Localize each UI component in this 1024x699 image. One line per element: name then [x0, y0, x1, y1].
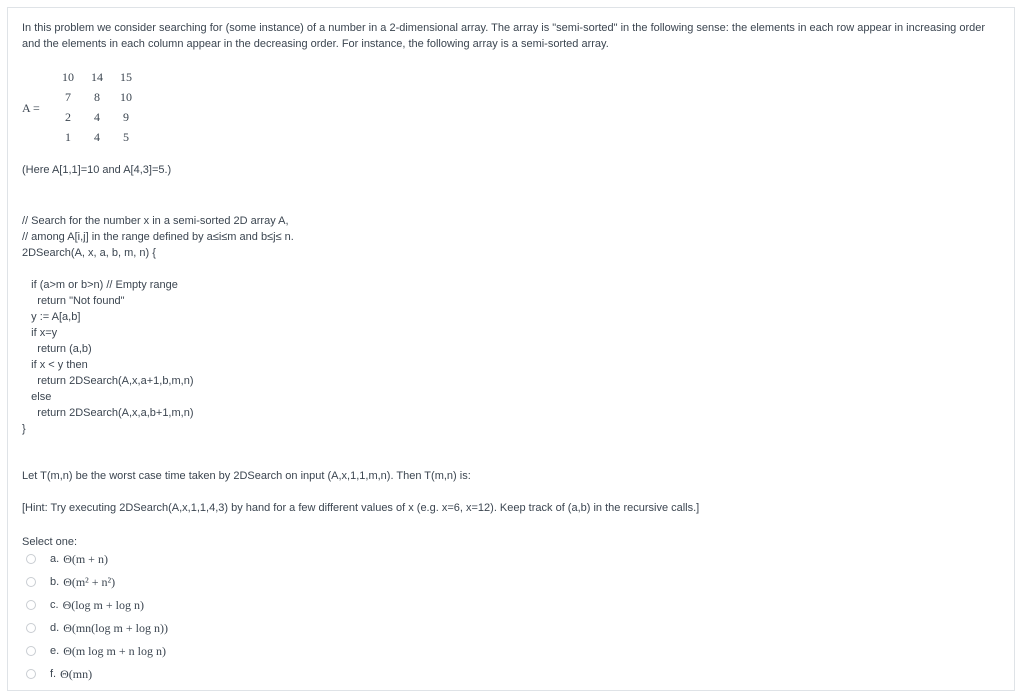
code-line: } [22, 423, 26, 435]
radio-button[interactable] [26, 669, 36, 679]
answer-option-a[interactable] [22, 550, 108, 568]
matrix-cell: 8 [94, 90, 100, 104]
code-line: return 2DSearch(A,x,a,b+1,m,n) [22, 407, 194, 419]
option-letter: c. [50, 599, 59, 611]
matrix-cell: 4 [94, 110, 100, 124]
matrix-cell: 14 [91, 70, 103, 84]
radio-button[interactable] [26, 646, 36, 656]
question-content [22, 20, 1002, 681]
answer-option-f[interactable] [22, 665, 92, 683]
matrix-cell: 9 [123, 110, 129, 124]
option-letter: b. [50, 576, 60, 588]
code-line: // among A[i,j] in the range defined by a≤i≤m and b≤j≤ n. [22, 231, 294, 243]
matrix-cell: 10 [62, 70, 74, 84]
matrix-cell: 10 [120, 90, 132, 104]
matrix-cell: 7 [65, 90, 71, 104]
matrix-cell: 15 [120, 70, 132, 84]
answer-option-e[interactable] [22, 642, 166, 660]
option-text: Θ(mn) [60, 666, 93, 681]
option-text: Θ(m + n) [63, 551, 108, 566]
answer-option-b[interactable] [22, 573, 115, 591]
option-letter: e. [50, 645, 60, 657]
question-prompt: Let T(m,n) be the worst case time taken by 2DSearch on input (A,x,1,1,m,n). Then T(m,n) is: [22, 470, 471, 482]
code-line: return (a,b) [22, 343, 92, 355]
radio-button[interactable] [26, 600, 36, 610]
option-letter: d. [50, 622, 60, 634]
matrix-cell: 1 [65, 130, 71, 144]
code-line: 2DSearch(A, x, a, b, m, n) { [22, 247, 156, 259]
code-line: if x < y then [22, 359, 88, 371]
radio-button[interactable] [26, 577, 36, 587]
question-intro: In this problem we consider searching for (some instance) of a number in a 2-dimensional array. The array is "semi-sorted" in the following sense: the elements in each row appear in increasing order and the elements in each column appear in the decreasing order. For instance, the following array is a semi-sorted array. [22, 22, 986, 50]
code-line: if x=y [22, 327, 58, 339]
option-text: Θ(m log m + n log n) [63, 643, 166, 658]
option-text: Θ(mn(log m + log n)) [63, 620, 168, 635]
select-label: Select one: [22, 536, 78, 548]
code-line: return "Not found" [22, 295, 125, 307]
radio-button[interactable] [26, 554, 36, 564]
matrix-label: A = [22, 101, 40, 115]
option-letter: f. [50, 668, 57, 680]
code-line: if (a>m or b>n) // Empty range [22, 279, 178, 291]
option-text: Θ(log m + log n) [62, 597, 144, 612]
code-line: // Search for the number x in a semi-sorted 2D array A, [22, 215, 289, 227]
matrix-cell: 5 [123, 130, 129, 144]
question-hint: [Hint: Try executing 2DSearch(A,x,1,1,4,3) by hand for a few different values of x (e.g. x=6, x=12). Keep track of (a,b) in the recursive calls.] [22, 502, 700, 514]
question-card [7, 7, 1015, 691]
radio-button[interactable] [26, 623, 36, 633]
answer-option-c[interactable] [22, 596, 144, 614]
option-letter: a. [50, 553, 60, 565]
code-line: else [22, 391, 52, 403]
option-text: Θ(m² + n²) [63, 574, 116, 589]
matrix-cell: 2 [65, 110, 71, 124]
code-line: return 2DSearch(A,x,a+1,b,m,n) [22, 375, 194, 387]
example-note: (Here A[1,1]=10 and A[4,3]=5.) [22, 164, 172, 176]
matrix-cell: 4 [94, 130, 100, 144]
example-matrix [22, 70, 152, 150]
code-line: y := A[a,b] [22, 311, 81, 323]
answer-option-d[interactable] [22, 619, 168, 637]
